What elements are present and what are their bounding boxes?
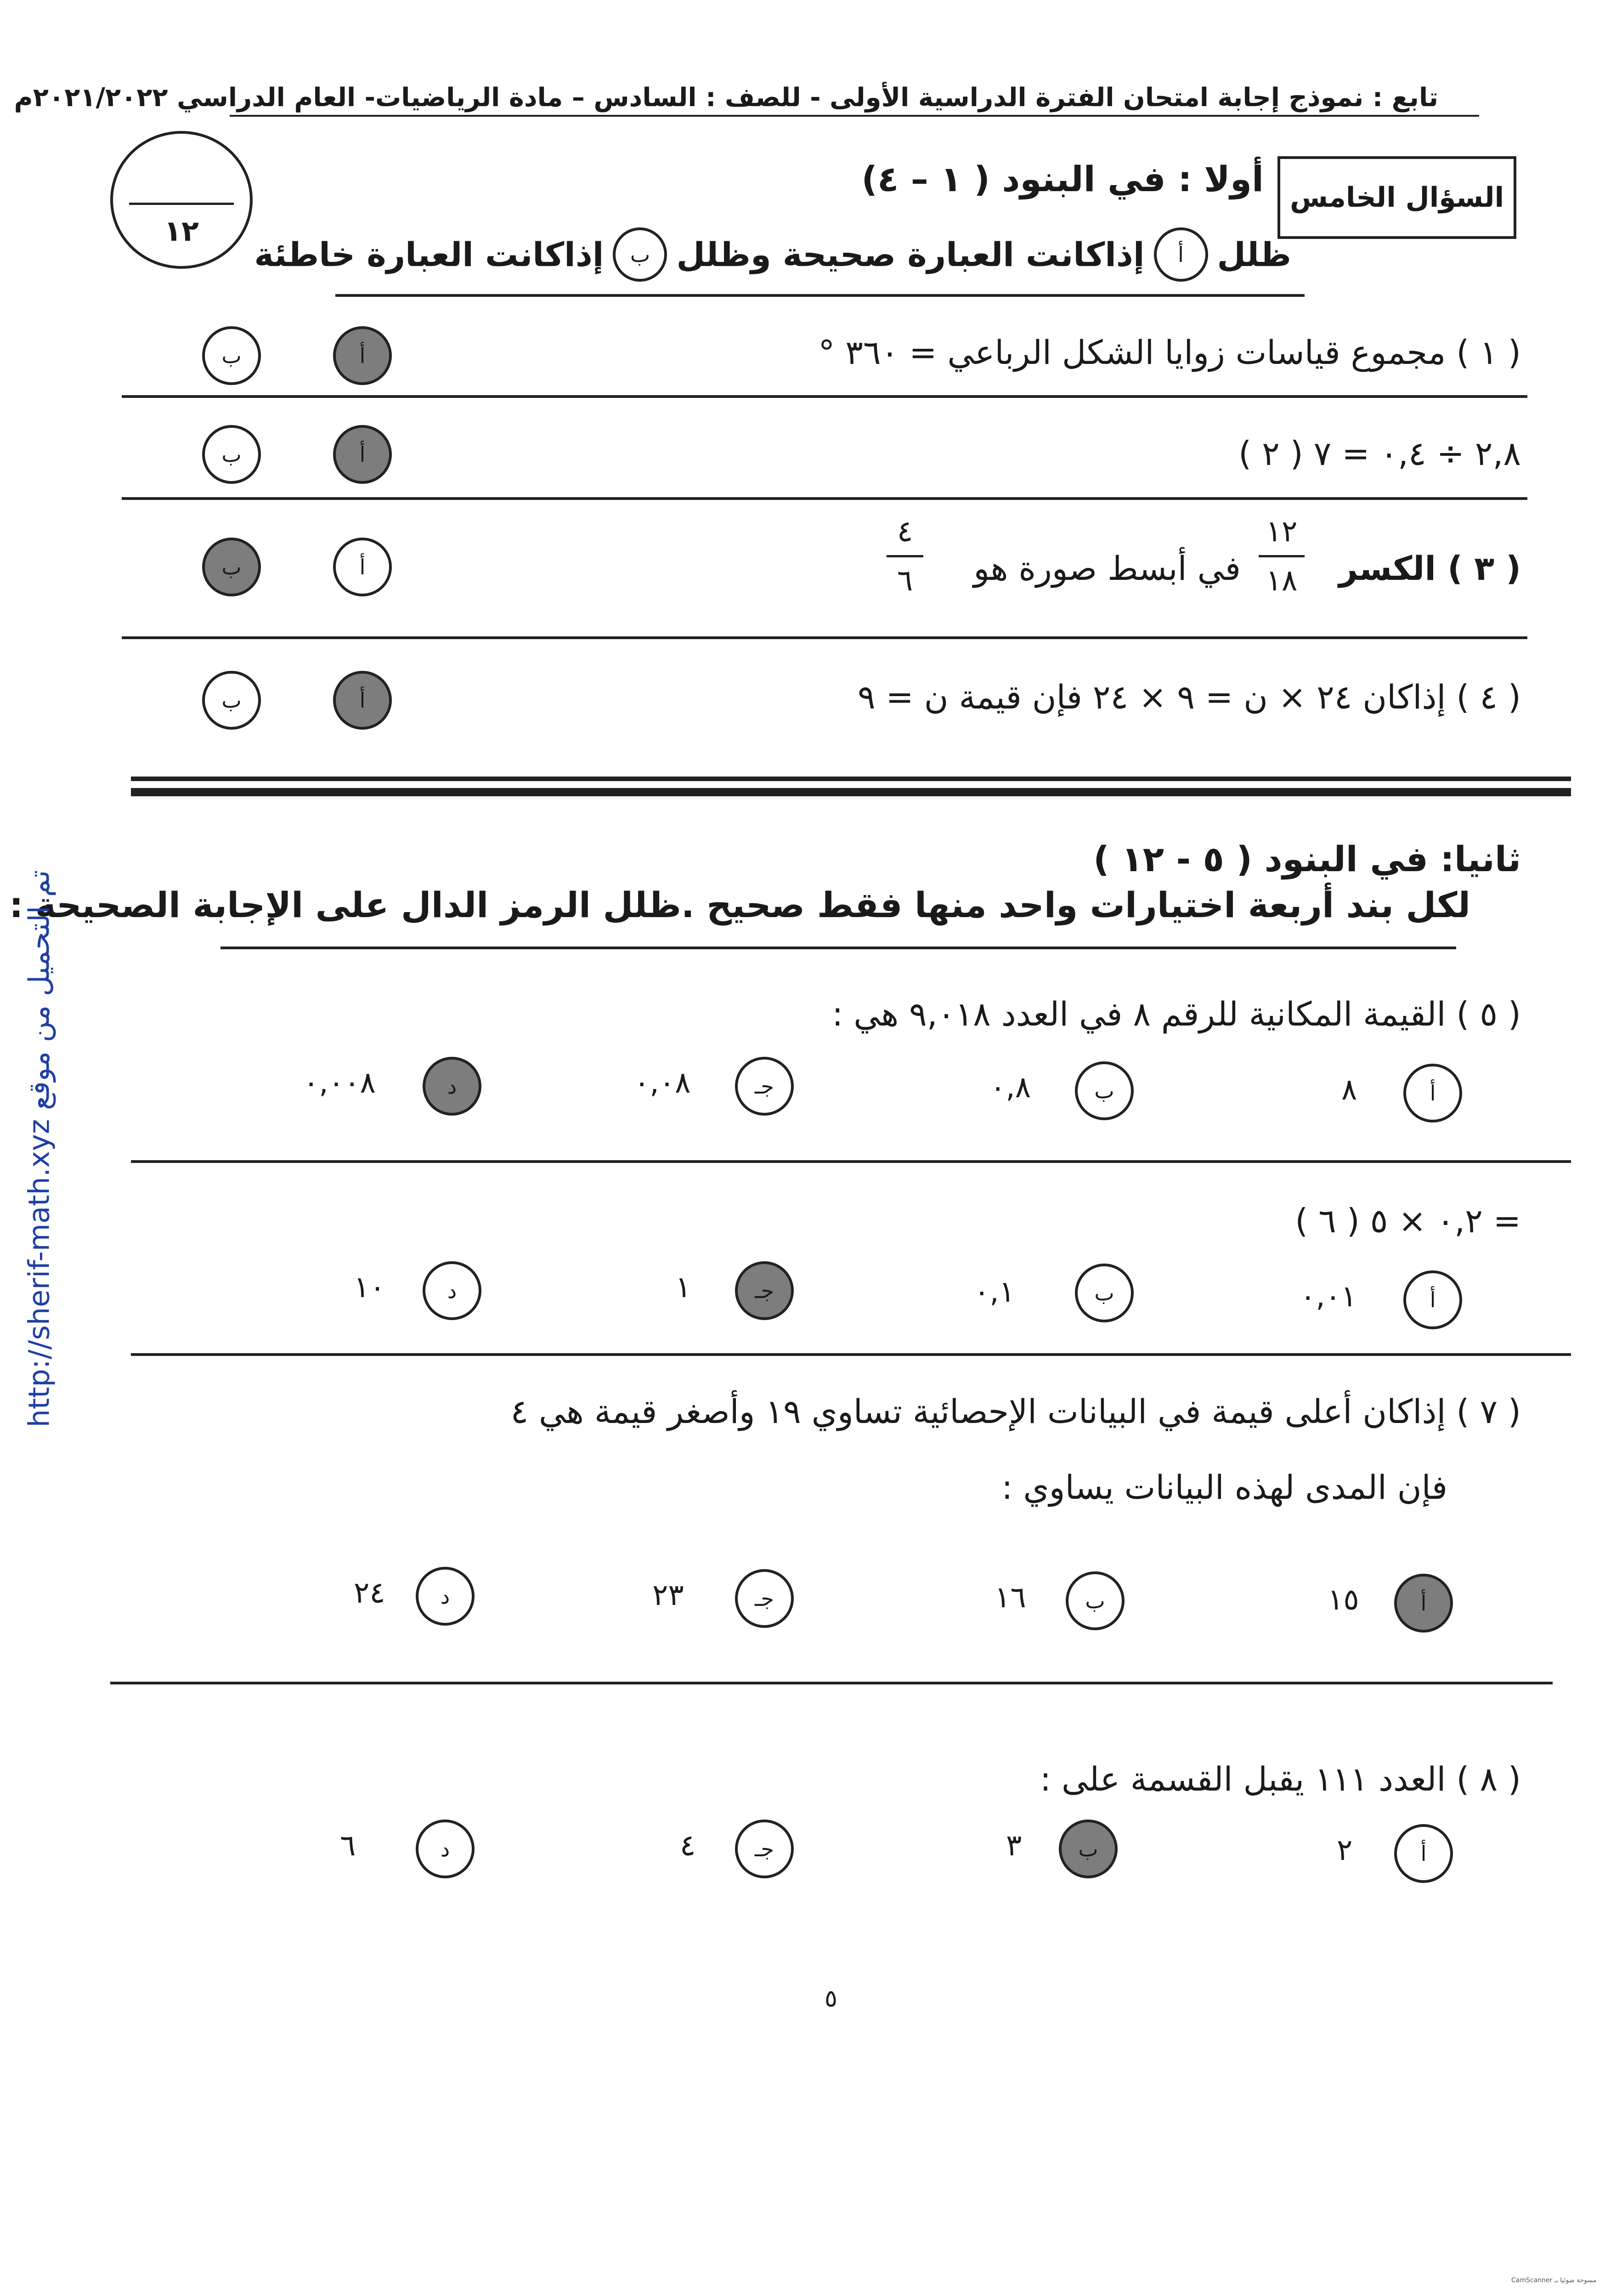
item-1-option-a[interactable]: أ (333, 326, 392, 385)
score-mark: ١٢ (164, 214, 199, 248)
fraction-1-denominator: ١٨ (1266, 564, 1298, 598)
item-1-text: ( ١ ) مجموع قياسات زوايا الشكل الرباعي = ٣٦٠ ° (818, 333, 1521, 372)
instruction-false: إذاكانت العبارة خاطئة (254, 235, 604, 274)
score-circle (110, 131, 253, 269)
q6-option-c[interactable]: جـ (735, 1261, 794, 1320)
item-1-rule (122, 395, 1527, 398)
q6-value-d: ١٠ (354, 1270, 385, 1304)
q7-option-b[interactable]: ب (1066, 1571, 1125, 1630)
item-3-fraction-1 (1254, 515, 1309, 598)
instruction-shade: ظلل (1217, 235, 1291, 274)
q8-value-d: ٦ (340, 1829, 356, 1863)
q7-value-b: ١٦ (995, 1581, 1026, 1615)
item-3-rule (122, 636, 1527, 639)
q6-option-d[interactable]: د (423, 1261, 481, 1320)
q5-value-a: ٨ (1341, 1073, 1357, 1107)
q8-option-a[interactable]: أ (1394, 1824, 1453, 1883)
q5-value-b: ٠,٨ (990, 1071, 1031, 1105)
item-4-option-b[interactable]: ب (202, 671, 261, 730)
instruction-rule (335, 294, 1305, 297)
q5-value-c: ٠,٠٨ (634, 1066, 691, 1100)
q7-option-c[interactable]: جـ (735, 1569, 794, 1628)
q5-text: ( ٥ ) القيمة المكانية للرقم ٨ في العدد ٩,٠١٨ هي : (832, 995, 1521, 1033)
fraction-1-bar (1259, 555, 1305, 557)
q8-option-c[interactable]: جـ (735, 1820, 794, 1878)
part2-heading: ثانيا: في البنود ( ٥ - ١٢ ) (1093, 839, 1521, 879)
q6-option-b[interactable]: ب (1075, 1264, 1134, 1322)
item-1-option-b[interactable]: ب (202, 326, 261, 385)
score-divider (129, 203, 234, 205)
q8-value-a: ٢ (1337, 1833, 1353, 1867)
item-3-option-a[interactable]: أ (333, 538, 392, 596)
item-4-option-a[interactable]: أ (333, 671, 392, 730)
q6-value-c: ١ (675, 1270, 691, 1304)
q5-value-d: ٠,٠٠٨ (303, 1066, 376, 1100)
part2-rule (220, 947, 1456, 949)
option-a-key: أ (1154, 227, 1208, 282)
item-2-rule (122, 497, 1527, 500)
watermark (9, 827, 69, 1470)
fraction-2-numerator: ٤ (897, 515, 913, 549)
item-4-text: ( ٤ ) إذاكان ٢٤ × ن = ٩ × ٢٤ فإن قيمة ن = ٩ (857, 678, 1521, 716)
q6-option-a[interactable]: أ (1403, 1270, 1462, 1329)
item-2-option-a[interactable]: أ (333, 425, 392, 484)
item-3-fraction-2 (882, 515, 928, 598)
scanner-mark: CamScanner مسوحة ضوئيا بـ (1511, 2277, 1597, 2284)
item-2-text: ( ٢ ) ٢,٨ ÷ ٠,٤ = ٧ (1238, 434, 1521, 473)
q7-text: ( ٧ ) إذاكان أعلى قيمة في البيانات الإحصائية تساوي ١٩ وأصغر قيمة هي ٤ (510, 1392, 1521, 1431)
q5-option-b[interactable]: ب (1075, 1061, 1134, 1120)
item-3-option-b[interactable]: ب (202, 538, 261, 596)
q6-text: ( ٦ ) ٠,٢ × ٥ = (1295, 1202, 1521, 1240)
q8-option-d[interactable]: د (416, 1820, 475, 1878)
q5-option-d[interactable]: د (423, 1057, 481, 1116)
q8-text: ( ٨ ) العدد ١١١ يقبل القسمة على : (1040, 1760, 1521, 1798)
q7-value-d: ٢٤ (354, 1576, 385, 1610)
fraction-1-numerator: ١٢ (1266, 515, 1298, 549)
q7-option-d[interactable]: د (416, 1567, 475, 1626)
question-box: السؤال الخامس (1277, 156, 1516, 239)
q6-value-b: ٠,١ (974, 1275, 1015, 1309)
header-rule (230, 115, 1479, 117)
q7-value-a: ١٥ (1328, 1583, 1359, 1617)
page-header: تابع : نموذج إجابة امتحان الفترة الدراسية الأولى - للصف : السادس – مادة الرياضيات- العام الدراسي ٢٠٢١/٢٠٢٢م (14, 83, 1438, 113)
q7-rule (110, 1682, 1553, 1684)
part2-instruction: لكل بند أربعة اختيارات واحد منها فقط صحيح .ظلل الرمز الدال على الإجابة الصحيحة : (9, 884, 1470, 925)
q7-option-a[interactable]: أ (1394, 1574, 1453, 1633)
q7-text-2: فإن المدى لهذه البيانات يساوي : (1001, 1468, 1447, 1507)
q5-rule (131, 1160, 1571, 1163)
q7-value-c: ٢٣ (652, 1578, 684, 1612)
fraction-2-bar (887, 555, 923, 557)
q8-value-c: ٤ (680, 1829, 696, 1863)
q8-value-b: ٣ (1006, 1829, 1022, 1863)
instruction-true: إذاكانت العبارة صحيحة وظلل (676, 235, 1145, 274)
item-3-middle: في أبسط صورة هو (973, 549, 1241, 588)
q6-value-a: ٠,٠١ (1300, 1280, 1357, 1314)
part1-heading: أولا : في البنود ( ١ – ٤) (861, 159, 1264, 199)
q8-option-b[interactable]: ب (1059, 1820, 1118, 1878)
q5-option-a[interactable]: أ (1403, 1064, 1462, 1122)
section-divider-top (131, 777, 1571, 781)
watermark-text: http://sherif-math.xyz تم التحميل من موقع (22, 870, 56, 1428)
q6-rule (131, 1353, 1571, 1356)
part1-instruction (254, 227, 1291, 282)
q5-option-c[interactable]: جـ (735, 1057, 794, 1116)
section-divider-bottom (131, 788, 1571, 796)
page-number: ٥ (825, 1985, 837, 2013)
option-b-key: ب (613, 227, 667, 282)
item-3-label: ( ٣ ) الكسر (1339, 549, 1521, 588)
item-2-option-b[interactable]: ب (202, 425, 261, 484)
fraction-2-denominator: ٦ (897, 564, 913, 598)
